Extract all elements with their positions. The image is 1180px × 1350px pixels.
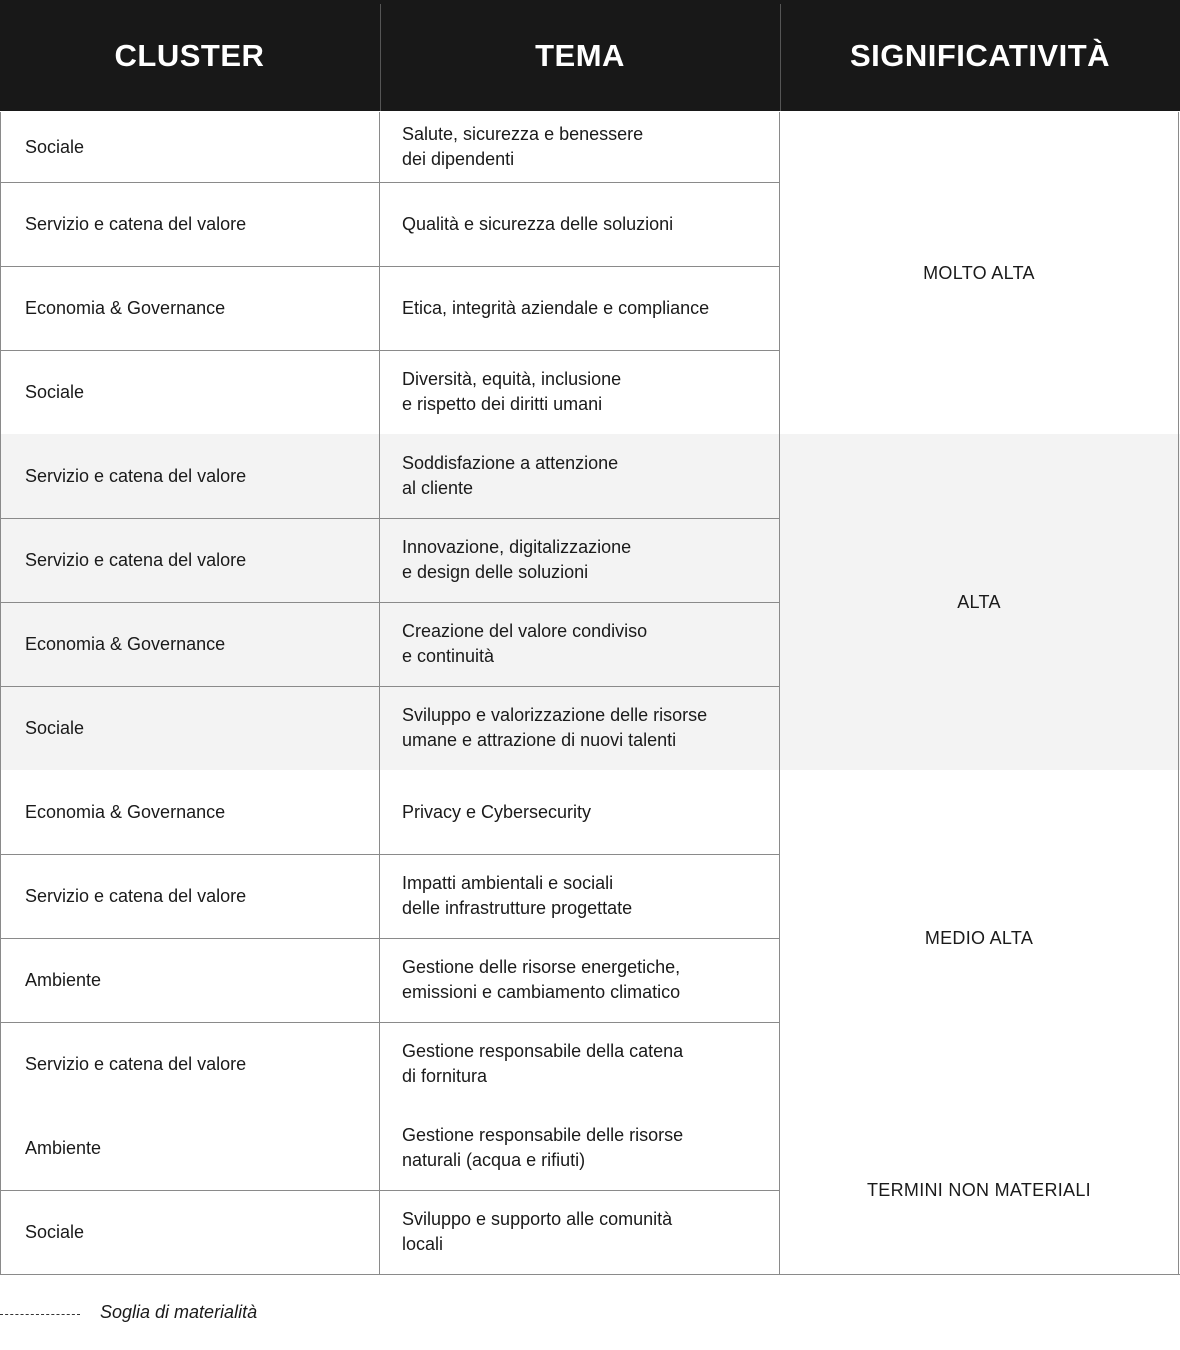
significativita-cell: MEDIO ALTA (779, 770, 1179, 1106)
cluster-cell: Servizio e catena del valore (0, 518, 379, 602)
table-row (0, 112, 780, 182)
header-tema: TEMA (535, 37, 625, 73)
significativita-cell: MOLTO ALTA (779, 112, 1179, 434)
table-row (0, 938, 780, 1022)
table-row (0, 266, 780, 350)
table-row (0, 854, 780, 938)
legend (0, 1300, 400, 1328)
table-row (0, 686, 780, 770)
significativita-cell: ALTA (779, 434, 1179, 770)
table-row (0, 350, 780, 434)
legend-label: Soglia di materialità (100, 1302, 258, 1322)
cluster-cell: Servizio e catena del valore (0, 434, 379, 518)
cluster-cell: Sociale (0, 112, 379, 182)
table-row (0, 434, 780, 518)
table-row (0, 1190, 780, 1274)
significance-group (0, 112, 1180, 434)
table-row (0, 1106, 780, 1190)
tema-cell: Salute, sicurezza e benessere dei dipendenti (379, 112, 780, 182)
table-header (0, 0, 1180, 111)
tema-cell: Gestione responsabile delle risorse naturali (acqua e rifiuti) (379, 1106, 780, 1190)
tema-cell: Impatti ambientali e sociali delle infrastrutture progettate (379, 854, 780, 938)
tema-cell: Gestione responsabile della catena di fornitura (379, 1022, 780, 1106)
significance-group (0, 770, 1180, 1106)
cluster-cell: Ambiente (0, 938, 379, 1022)
cluster-cell: Servizio e catena del valore (0, 854, 379, 938)
significance-group (0, 1106, 1180, 1274)
tema-cell: Sviluppo e supporto alle comunità locali (379, 1190, 780, 1274)
table-row (0, 770, 780, 854)
significativita-cell: TERMINI NON MATERIALI (779, 1106, 1179, 1274)
table-row (0, 1022, 780, 1106)
cluster-cell: Servizio e catena del valore (0, 1022, 379, 1106)
cluster-cell: Economia & Governance (0, 266, 379, 350)
materiality-threshold-line (0, 1314, 80, 1315)
group-divider (0, 1274, 1180, 1275)
table-row (0, 518, 780, 602)
tema-cell: Privacy e Cybersecurity (379, 770, 780, 854)
tema-cell: Innovazione, digitalizzazione e design delle soluzioni (379, 518, 780, 602)
cluster-cell: Economia & Governance (0, 770, 379, 854)
cluster-cell: Sociale (0, 350, 379, 434)
tema-cell: Diversità, equità, inclusione e rispetto dei diritti umani (379, 350, 780, 434)
cluster-cell: Sociale (0, 1190, 379, 1274)
tema-cell: Soddisfazione a attenzione al cliente (379, 434, 780, 518)
tema-cell: Qualità e sicurezza delle soluzioni (379, 182, 780, 266)
table-row (0, 602, 780, 686)
header-cluster: CLUSTER (114, 37, 265, 73)
cluster-cell: Sociale (0, 686, 379, 770)
cluster-cell: Economia & Governance (0, 602, 379, 686)
tema-cell: Gestione delle risorse energetiche, emissioni e cambiamento climatico (379, 938, 780, 1022)
tema-cell: Sviluppo e valorizzazione delle risorse umane e attrazione di nuovi talenti (379, 686, 780, 770)
significance-group (0, 434, 1180, 770)
cluster-cell: Ambiente (0, 1106, 379, 1190)
table-row (0, 182, 780, 266)
tema-cell: Creazione del valore condiviso e continuità (379, 602, 780, 686)
cluster-cell: Servizio e catena del valore (0, 182, 379, 266)
header-significativita: SIGNIFICATIVITÀ (849, 37, 1111, 73)
tema-cell: Etica, integrità aziendale e compliance (379, 266, 780, 350)
